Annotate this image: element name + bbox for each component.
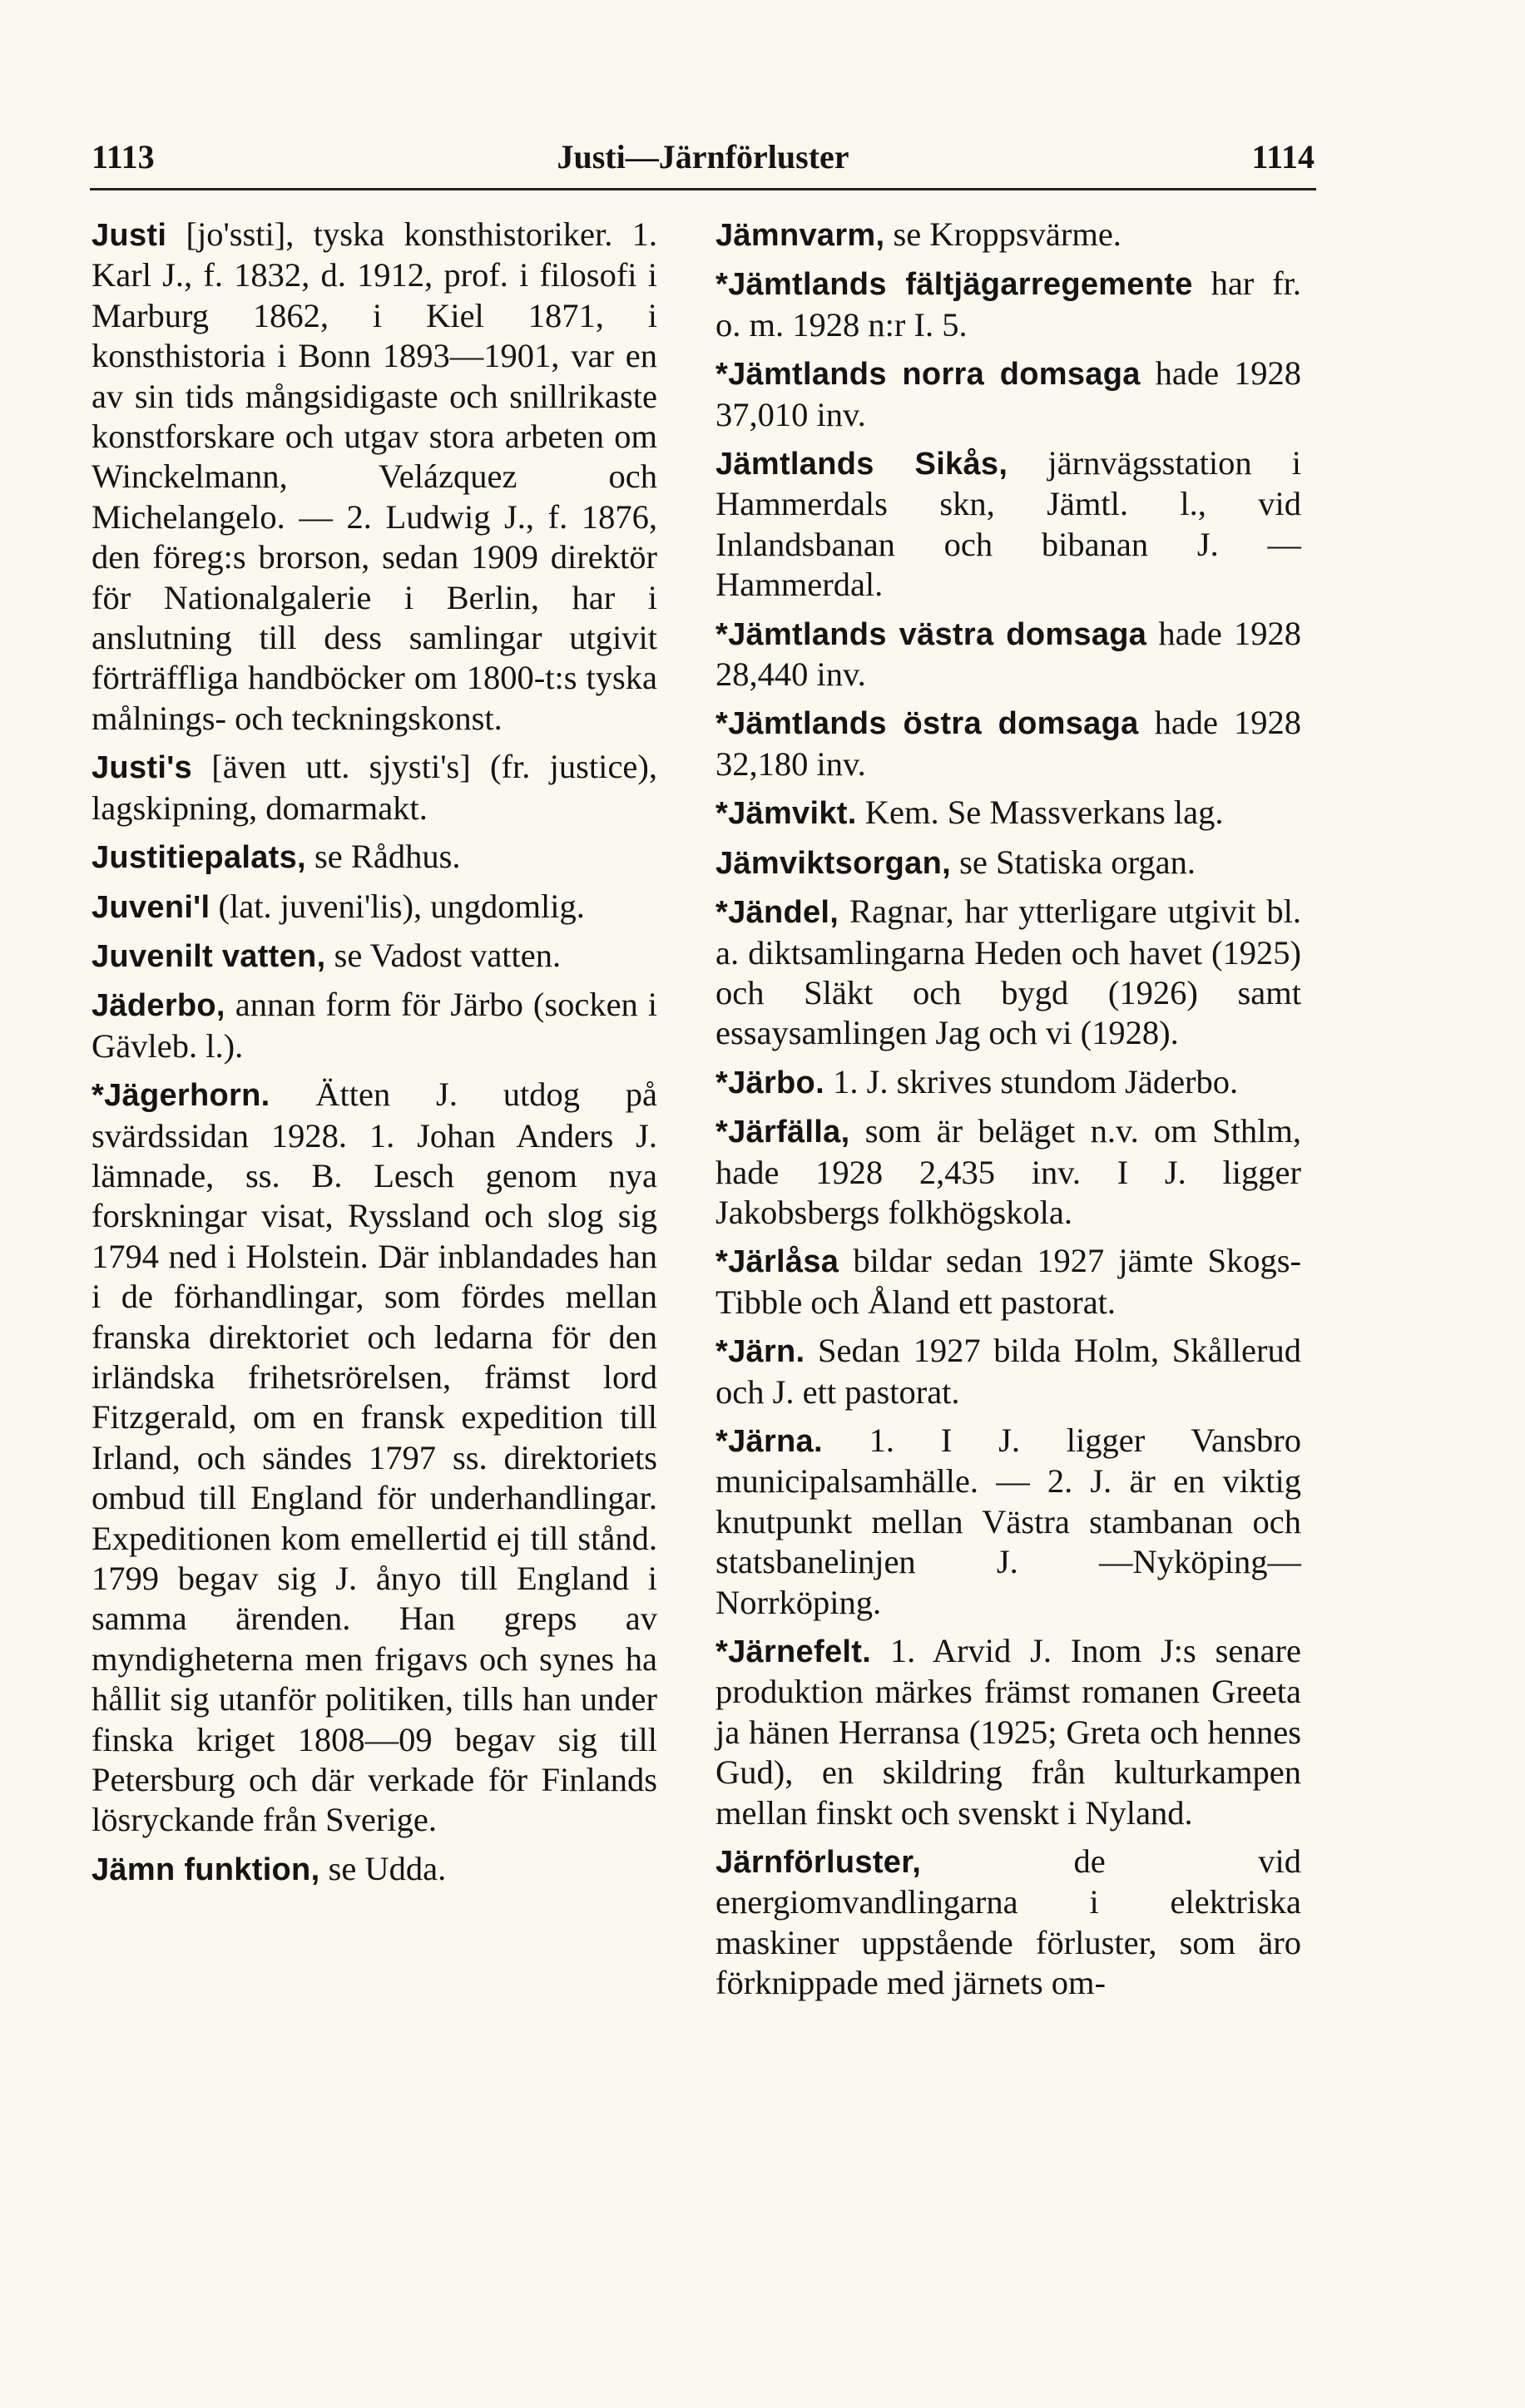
running-title: Justi—Järnförluster — [557, 138, 849, 176]
entry — [715, 354, 1301, 435]
entry — [715, 443, 1301, 606]
entry-headword: *Jämtlands fältjägarregemente — [715, 267, 1193, 303]
entry-text: se Udda. — [328, 1849, 447, 1887]
entry — [715, 1842, 1301, 2004]
entry — [715, 614, 1301, 695]
entry-text: 1. J. skrives stundom Jäderbo. — [833, 1062, 1239, 1100]
entry-text: järnvägsstation i Hammerdals skn, Jämtl. l., vid Inlandsbanan och bibanan J. —Hammerdal. — [715, 444, 1301, 604]
running-header — [92, 137, 1315, 176]
entry-headword: *Järna. — [715, 1423, 823, 1459]
entry-headword: Justi's — [92, 750, 192, 786]
entry-text: se Kroppsvärme. — [893, 215, 1121, 253]
entry-headword: *Järlåsa — [715, 1244, 839, 1280]
entry — [92, 215, 657, 739]
entry — [92, 747, 657, 828]
entry — [92, 1849, 657, 1890]
entry-headword: Jämtlands Sikås, — [715, 447, 1008, 482]
header-rule — [90, 188, 1316, 190]
entry-headword: *Jägerhorn. — [92, 1078, 270, 1114]
entry-headword: Justi — [92, 218, 167, 253]
entry-headword: *Järbo. — [715, 1065, 824, 1100]
entry — [715, 892, 1301, 1054]
entry-headword: *Järnefelt. — [715, 1634, 872, 1669]
entry — [715, 215, 1301, 255]
entry-text: Ragnar, har ytterligare utgivit bl. a. diktsamlingarna Heden och havet (1925) och Släkt och bygd (1926) samt essaysamlingen Jag och vi (1928). — [715, 892, 1302, 1052]
left-column — [92, 215, 657, 1898]
entry — [715, 1111, 1301, 1233]
entry-text: 1. Arvid J. Inom J:s senare produktion märkes främst romanen Greeta ja hänen Herransa (1925; Greta och hennes Gud), en skildring från kulturkampen mellan finskt och svenskt i Nyland. — [715, 1632, 1302, 1832]
entry-text: har fr. o. m. 1928 n:r I. 5. — [715, 265, 1301, 344]
entry — [715, 1062, 1301, 1103]
entry — [92, 887, 657, 927]
entry-text: hade 1928 37,010 inv. — [715, 354, 1302, 433]
entry — [92, 837, 657, 878]
entry-headword: *Jämtlands östra domsaga — [715, 706, 1139, 742]
entry-text: [även utt. sjysti's] (fr. justice), lagskipning, domarmakt. — [92, 748, 658, 827]
entry — [92, 1075, 657, 1841]
entry-text: hade 1928 32,180 inv. — [715, 704, 1302, 783]
entry-headword: Jäderbo, — [92, 988, 225, 1024]
entry — [715, 703, 1301, 784]
entry-headword: *Jämtlands norra domsaga — [715, 357, 1141, 393]
right-column — [715, 215, 1301, 2012]
entry-text: annan form för Järbo (socken i Gävleb. l.). — [92, 986, 657, 1065]
entry-text: Ätten J. utdog på svärdssidan 1928. 1. Johan Anders J. lämnade, ss. B. Lesch genom nya forskningar visat, Ryssland och slog sig 1794 ned i Holstein. Där inblandades han i de förhandlingar, som fördes mellan franska direktoriet och ledarna för den irländska frihetsrörelsen, främst lord Fitzgerald, om en fransk expedition till Irland, och sändes 1797 ss. direktoriets ombud till England för underhandlingar. Expeditionen kom emellertid ej till stånd. 1799 begav sig J. ånyo till England i samma ärenden. Han greps av myndigheterna men frigavs och synes ha hållit sig utanför politiken, tills han under finska kriget 1808—09 begav sig till Petersburg och där verkade för Finlands lösryckande från Sverige. — [92, 1075, 658, 1839]
entry-text: Sedan 1927 bilda Holm, Skållerud och J. ett pastorat. — [715, 1332, 1301, 1411]
entry-headword: *Järfälla, — [715, 1115, 850, 1150]
entry — [92, 985, 657, 1066]
entry — [715, 264, 1301, 345]
entry — [715, 843, 1301, 883]
entry-text: bildar sedan 1927 jämte Skogs-Tibble och Åland ett pastorat. — [715, 1242, 1301, 1321]
entry-text: de vid energiomvandlingarna i elektriska maskiner uppstående förluster, som äro förknippade med järnets om- — [715, 1842, 1302, 2002]
entry-text: 1. I J. ligger Vansbro municipalsamhälle. — 2. J. är en viktig knutpunkt mellan Västra stambanan och statsbanelinjen J. —Nyköping—Norrköping. — [715, 1421, 1302, 1621]
entry — [715, 793, 1301, 833]
entry — [715, 1421, 1301, 1623]
entry-text: hade 1928 28,440 inv. — [715, 614, 1301, 694]
entry-text: som är beläget n.v. om Sthlm, hade 1928 2,435 inv. I J. ligger Jakobsbergs folkhögskola. — [715, 1112, 1302, 1231]
entry-text: se Statiska organ. — [959, 843, 1196, 881]
entry-headword: *Jämvikt. — [715, 796, 857, 832]
page-number-right: 1114 — [1251, 138, 1315, 176]
entry-text: se Vadost vatten. — [334, 936, 562, 974]
entry — [715, 1331, 1301, 1412]
entry — [92, 936, 657, 977]
entry-headword: Juvenilt vatten, — [92, 938, 326, 974]
entry-headword: Järnförluster, — [715, 1845, 922, 1881]
entry-headword: Jämnvarm, — [715, 218, 885, 253]
entry-headword: Jämn funktion, — [92, 1852, 320, 1887]
entry-text: Kem. Se Massverkans lag. — [864, 794, 1224, 832]
entry-headword: *Järn. — [715, 1334, 805, 1370]
page-number-left: 1113 — [92, 138, 155, 176]
entry — [715, 1241, 1301, 1323]
entry-headword: Justitiepalats, — [92, 840, 306, 876]
entry-text: (lat. juveni'lis), ungdomlig. — [218, 887, 585, 925]
entry-headword: *Jämtlands västra domsaga — [715, 616, 1147, 652]
entry-text: se Rådhus. — [314, 838, 461, 876]
entry-headword: Juveni'l — [92, 889, 210, 925]
entry — [715, 1631, 1301, 1833]
entry-headword: *Jändel, — [715, 895, 839, 931]
entry-headword: Jämviktsorgan, — [715, 845, 951, 881]
entry-text: [jo'ssti], tyska konsthistoriker. 1. Karl J., f. 1832, d. 1912, prof. i filosofi i Marburg 1862, i Kiel 1871, i konsthistoria i Bonn 1893—1901, var en av sin tids mångsidigaste och snillrikaste konstforskare och utgav stora arbeten om Winckelmann, Velázquez och Michelangelo. — 2. Ludwig J., f. 1876, den föreg:s brorson, sedan 1909 direktör för Nationalgalerie i Berlin, har i anslutning till dess samlingar utgivit förträffliga handböcker om 1800-t:s tyska målnings- och teckningskonst. — [92, 215, 657, 737]
